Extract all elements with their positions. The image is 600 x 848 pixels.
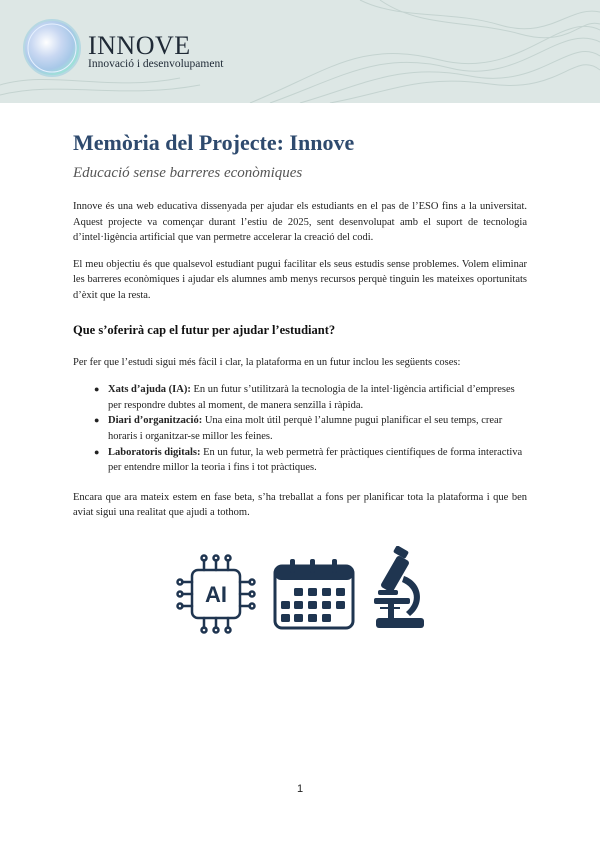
ai-icon-label: AI [205, 582, 227, 607]
feature-list [73, 382, 527, 476]
header-band [0, 0, 600, 103]
feature-title: Xats d’ajuda (IA): [108, 384, 191, 396]
feature-text: En un futur s’utilitzarà la tecnologia de la intel·ligència artificial d’empreses per respondre dubtes al moment, de manera senzilla i ràpida. [108, 384, 515, 411]
innove-logo-icon [22, 18, 82, 78]
page-title: Memòria del Projecte: Innove [73, 130, 355, 155]
ai-chip-icon [176, 554, 256, 639]
feature-title: Diari d’organització: [108, 415, 203, 427]
closing-paragraph: Encara que ara mateix estem en fase beta, s’ha treballat a fons per planificar tota la plataforma i que ben aviat sigui una realitat que ajudi a tothom. [73, 491, 527, 519]
objective-paragraph: El meu objectiu és que qualsevol estudiant pugui facilitar els seus estudis sense problemes. Volem eliminar les barreres econòmiques i ajudar els alumnes amb menys recursos perquè tinguin les mateixes oportunitats d’èxit que la resta. [73, 258, 527, 301]
list-item [94, 413, 527, 444]
calendar-icon [272, 558, 356, 630]
section-heading: Que s’oferirà cap el futur per ajudar l’estudiant? [73, 322, 336, 337]
feature-text: Una eina molt útil perquè l’alumne pugui planificar el seu temps, crear horaris i organitzar-se millor les feines. [108, 415, 503, 442]
bullet-icon: ● [94, 384, 100, 395]
feature-title: Laboratoris digitals: [108, 446, 201, 458]
list-item [94, 445, 527, 476]
document-body [73, 128, 527, 532]
microscope-icon [370, 546, 430, 636]
bullet-icon: ● [94, 415, 100, 426]
brand-tagline: Innovació i desenvolupament [88, 58, 224, 70]
brand-name: INNOVE [88, 31, 191, 60]
bullet-icon: ● [94, 446, 100, 457]
page-subtitle: Educació sense barreres econòmiques [73, 165, 303, 181]
page-number: 1 [296, 783, 304, 795]
feature-text: En un futur, la web permetrà fer pràctiques científiques de forma interactiva per entendre millor la teoria i fins i tot pràctiques. [108, 446, 523, 474]
section-intro: Per fer que l’estudi sigui més fàcil i clar, la plataforma en un futur inclou les següents coses: [73, 356, 461, 368]
list-item [94, 382, 527, 413]
intro-paragraph: Innove és una web educativa dissenyada per ajudar els estudiants en el pas de l’ESO fins a la universitat. Aquest projecte va començar durant l’estiu de 2025, sent desenvolupat amb el suport de tecnologia d’intel·ligència artificial que van permetre accelerar la creació del codi. [73, 201, 527, 244]
